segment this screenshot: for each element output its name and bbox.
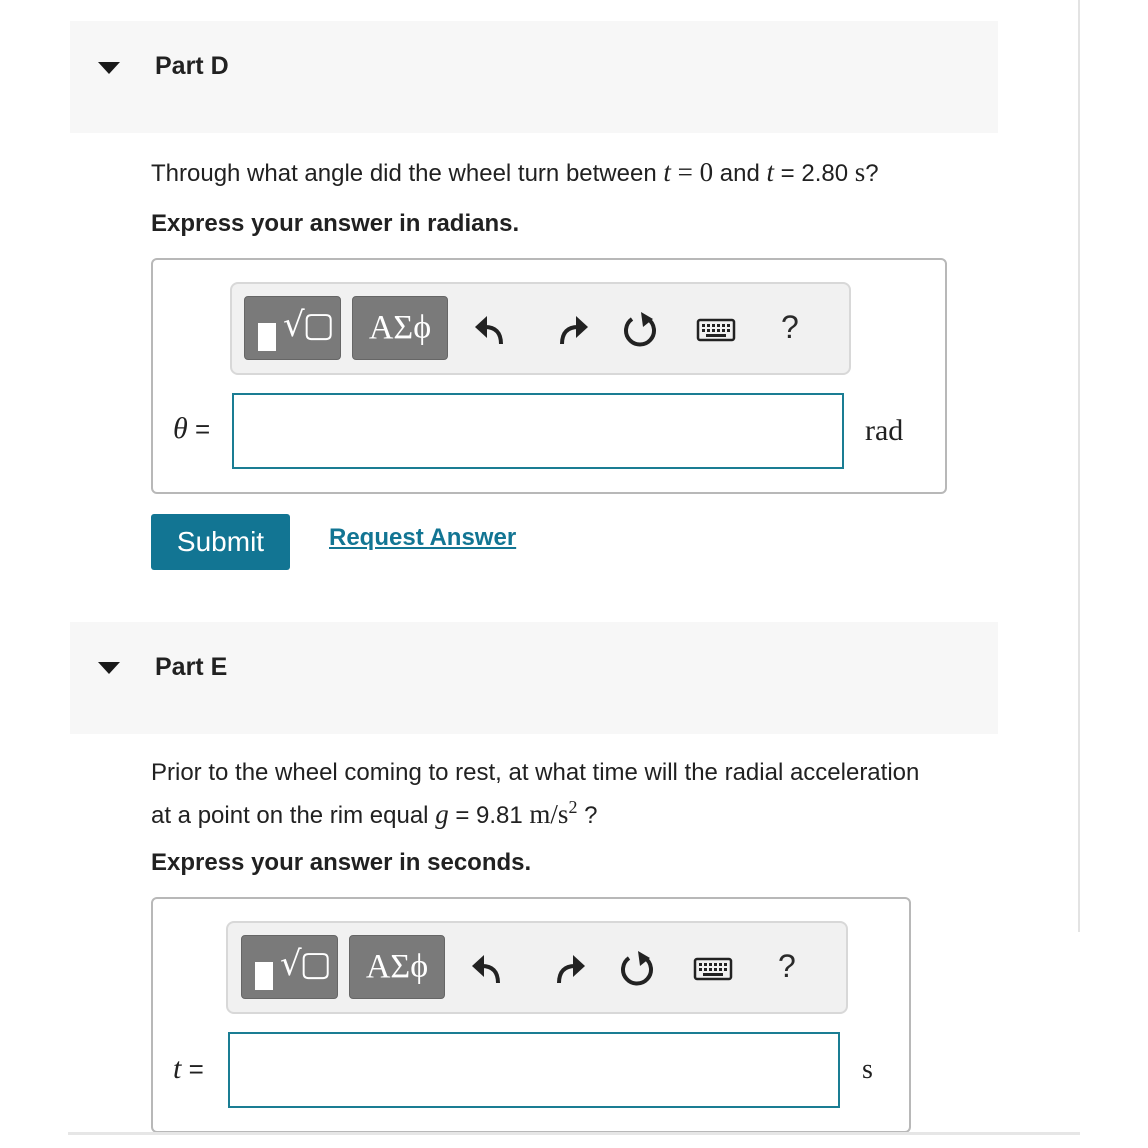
- keyboard-icon[interactable]: [695, 310, 737, 350]
- help-button[interactable]: ?: [778, 948, 796, 984]
- greek-symbols-button[interactable]: [352, 296, 448, 360]
- theta-label: θ =: [173, 412, 211, 445]
- rad-unit-label: rad: [865, 414, 904, 447]
- templates-icon: [258, 323, 276, 351]
- templates-button[interactable]: √▢: [244, 296, 341, 360]
- s-unit-label: s: [862, 1054, 873, 1085]
- help-button[interactable]: ?: [781, 309, 799, 345]
- collapse-caret-icon[interactable]: [98, 62, 120, 74]
- part-d-header[interactable]: [70, 21, 998, 133]
- greek-symbols-label: ΑΣϕ: [368, 309, 432, 346]
- greek-symbols-label: ΑΣϕ: [365, 948, 429, 985]
- templates-button[interactable]: √▢: [241, 935, 338, 999]
- greek-symbols-button[interactable]: [349, 935, 445, 999]
- undo-icon[interactable]: [470, 949, 510, 989]
- reset-icon[interactable]: [620, 310, 660, 350]
- reset-icon[interactable]: [617, 949, 657, 989]
- part-e-question-line1: Prior to the wheel coming to rest, at what time will the radial acceleration: [151, 759, 920, 786]
- part-e-header[interactable]: [70, 622, 998, 734]
- bottom-divider: [68, 1132, 1080, 1135]
- part-d-instruction: Express your answer in radians.: [151, 210, 520, 237]
- submit-button[interactable]: Submit: [151, 514, 290, 570]
- t-label: t =: [173, 1052, 204, 1085]
- right-divider: [1078, 0, 1080, 932]
- redo-icon[interactable]: [547, 949, 587, 989]
- keyboard-icon[interactable]: [692, 949, 734, 989]
- part-e-answer-box: [151, 897, 911, 1133]
- theta-answer-input[interactable]: [232, 393, 844, 469]
- part-e-title: Part E: [155, 653, 228, 681]
- math-toolbar: [230, 282, 851, 375]
- part-d-question: Through what angle did the wheel turn between t = 0 and t = 2.80 s?: [151, 157, 879, 187]
- request-answer-link[interactable]: Request Answer: [329, 524, 517, 551]
- math-toolbar: [226, 921, 848, 1014]
- redo-icon[interactable]: [550, 310, 590, 350]
- part-d-title: Part D: [155, 52, 229, 80]
- part-e-question-line2: at a point on the rim equal g = 9.81 $m/s^2$ ?: [151, 797, 598, 829]
- part-d-answer-box: [151, 258, 947, 494]
- time-answer-input[interactable]: [228, 1032, 840, 1108]
- undo-icon[interactable]: [473, 310, 513, 350]
- collapse-caret-icon[interactable]: [98, 662, 120, 674]
- part-e-instruction: Express your answer in seconds.: [151, 849, 532, 876]
- templates-icon: [255, 962, 273, 990]
